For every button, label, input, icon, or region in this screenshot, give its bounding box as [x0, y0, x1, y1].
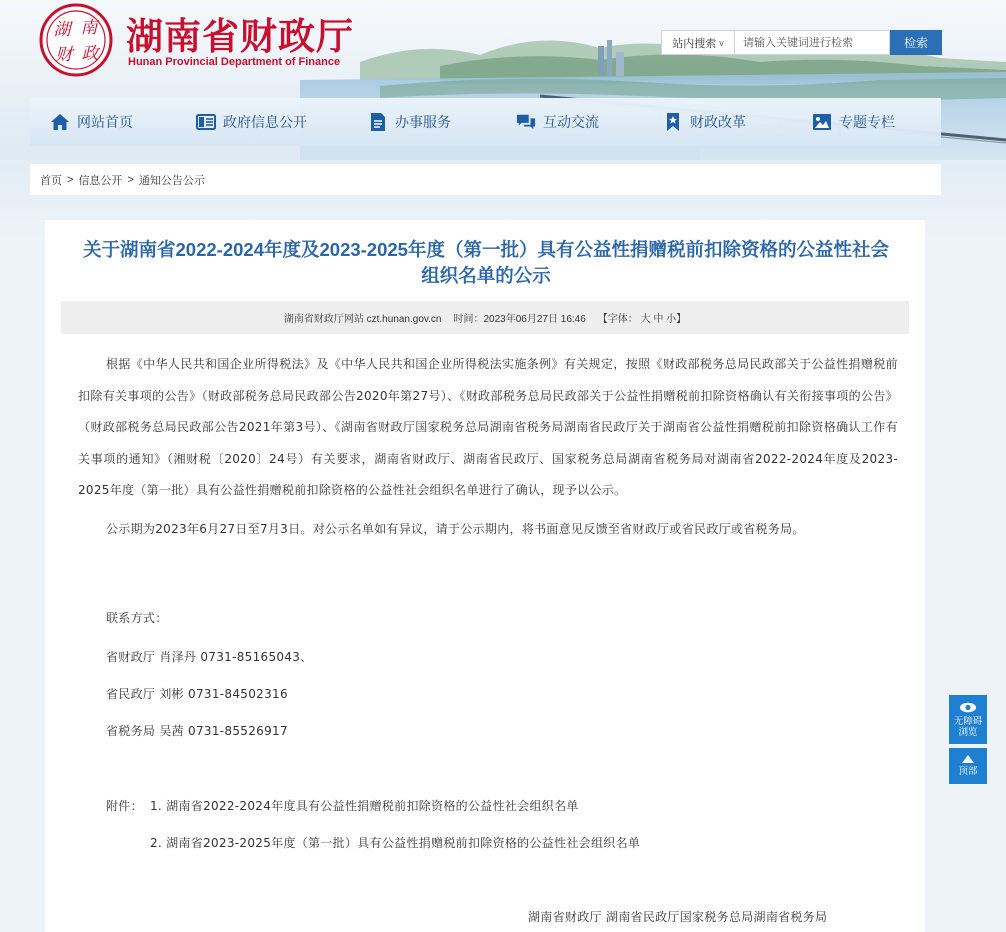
- attachment-link[interactable]: 1. 湖南省2022-2024年度具有公益性捐赠税前扣除资格的公益性社会组织名单: [150, 799, 579, 813]
- article-body: [78, 349, 898, 545]
- attachment-link[interactable]: 2. 湖南省2023-2025年度（第一批）具有公益性捐赠税前扣除资格的公益性社会组织名单: [150, 836, 641, 850]
- chat-icon: [516, 112, 536, 132]
- info-panel-icon: [196, 112, 216, 132]
- nav-item-label: 办事服务: [395, 114, 451, 130]
- search-input[interactable]: [734, 30, 890, 55]
- nav-item-label: 互动交流: [543, 114, 599, 130]
- contact-line: 省民政厅 刘彬 0731-84502316: [106, 687, 288, 701]
- search-scope-label: 站内搜索: [672, 37, 717, 50]
- contact-line: 省税务局 吴茜 0731-85526917: [106, 724, 288, 738]
- site-title: 湖南省财政厅: [126, 15, 354, 58]
- nav-item-label: 网站首页: [77, 114, 133, 130]
- font-size-switcher[interactable]: 【字体： 大 中 小】: [597, 314, 687, 325]
- site-subtitle: Hunan Provincial Department of Finance: [128, 56, 341, 68]
- nav-item-special[interactable]: [812, 98, 895, 146]
- search-scope-select[interactable]: [661, 30, 734, 55]
- eye-icon: [959, 702, 977, 716]
- nav-item-services[interactable]: [368, 98, 451, 146]
- breadcrumb-info-link[interactable]: 信息公开: [78, 174, 123, 187]
- breadcrumb-notice-link[interactable]: 通知公告公示: [138, 174, 205, 187]
- article-time: 时间：2023年06月27日 16:46: [453, 314, 586, 325]
- accessibility-button[interactable]: [949, 695, 987, 744]
- article-paragraph: 根据《中华人民共和国企业所得税法》及《中华人民共和国企业所得税法实施条例》有关规定，按照《财政部税务总局民政部关于公益性捐赠税前扣除有关事项的公告》（财政部税务总局民政部公告2020年第27号）、《财政部税务总局民政部关于公益性捐赠税前扣除资格确认有关衔接事项的公告》（财政部税务总局民政部公告2021年第3号）、《湖南省财政厅国家税务总局湖南省税务局湖南省民政厅关于湖南省公益性捐赠税前扣除资格确认工作有关事项的通知》（湘财税〔2020〕24号）有关要求，湖南省财政厅、湖南省民政厅、国家税务总局湖南省税务局对湖南省2022-2024年度及2023-2025年度（第一批）具有公益性捐赠税前扣除资格的公益性社会组织名单进行了确认，现予以公示。: [78, 357, 898, 497]
- contact-label: 联系方式：: [106, 611, 168, 625]
- document-icon: [368, 112, 388, 132]
- svg-text:政: 政: [81, 44, 99, 64]
- search-bar: [661, 30, 942, 55]
- accessibility-label: 无障碍浏览: [953, 715, 983, 738]
- svg-text:湖: 湖: [53, 20, 71, 40]
- article-title: [61, 237, 911, 289]
- nav-item-label: 财政改革: [690, 114, 746, 130]
- arrow-up-icon: [962, 755, 974, 766]
- article-paragraph: 公示期为2023年6月27日至7月3日。对公示名单如有异议，请于公示期内，将书面意见反馈至省财政厅或省民政厅或省税务局。: [106, 521, 805, 536]
- article-panel: [45, 220, 925, 932]
- nav-item-reform[interactable]: [663, 98, 746, 146]
- svg-text:财: 财: [55, 45, 73, 65]
- nav-item-interaction[interactable]: [516, 98, 599, 146]
- article-source: 湖南省财政厅网站 czt.hunan.gov.cn: [283, 314, 442, 325]
- home-icon: [50, 112, 70, 132]
- breadcrumb-separator: >: [67, 173, 74, 186]
- article-title-line: 组织名单的公示: [421, 265, 551, 286]
- contact-line: 省财政厅 肖泽丹 0731-85165043、: [106, 650, 313, 664]
- article-meta: [61, 301, 909, 334]
- main-nav: [30, 98, 941, 146]
- breadcrumb-home-link[interactable]: 首页: [40, 174, 62, 187]
- picture-icon: [812, 112, 832, 132]
- department-seal-logo: [38, 2, 114, 78]
- header-banner: [0, 0, 1006, 240]
- search-button[interactable]: 检索: [890, 30, 942, 55]
- svg-text:南: 南: [80, 18, 98, 38]
- chevron-down-icon: v: [719, 37, 724, 48]
- breadcrumb-separator: >: [127, 173, 134, 186]
- nav-item-label: 政府信息公开: [223, 114, 307, 130]
- nav-item-label: 专题专栏: [839, 114, 895, 130]
- breadcrumb: [30, 164, 941, 195]
- bookmark-icon: [663, 112, 683, 132]
- back-to-top-button[interactable]: [949, 748, 987, 784]
- article-title-line: 关于湖南省2022-2024年度及2023-2025年度（第一批）具有公益性捐赠税前扣除资格的公益性社会: [83, 239, 889, 260]
- attachment-label: 附件：: [106, 799, 143, 813]
- nav-item-gov-info[interactable]: [196, 98, 307, 146]
- nav-item-home[interactable]: [50, 98, 133, 146]
- signature: 湖南省财政厅 湖南省民政厅国家税务总局湖南省税务局: [528, 910, 828, 924]
- back-to-top-label: 顶部: [958, 766, 978, 777]
